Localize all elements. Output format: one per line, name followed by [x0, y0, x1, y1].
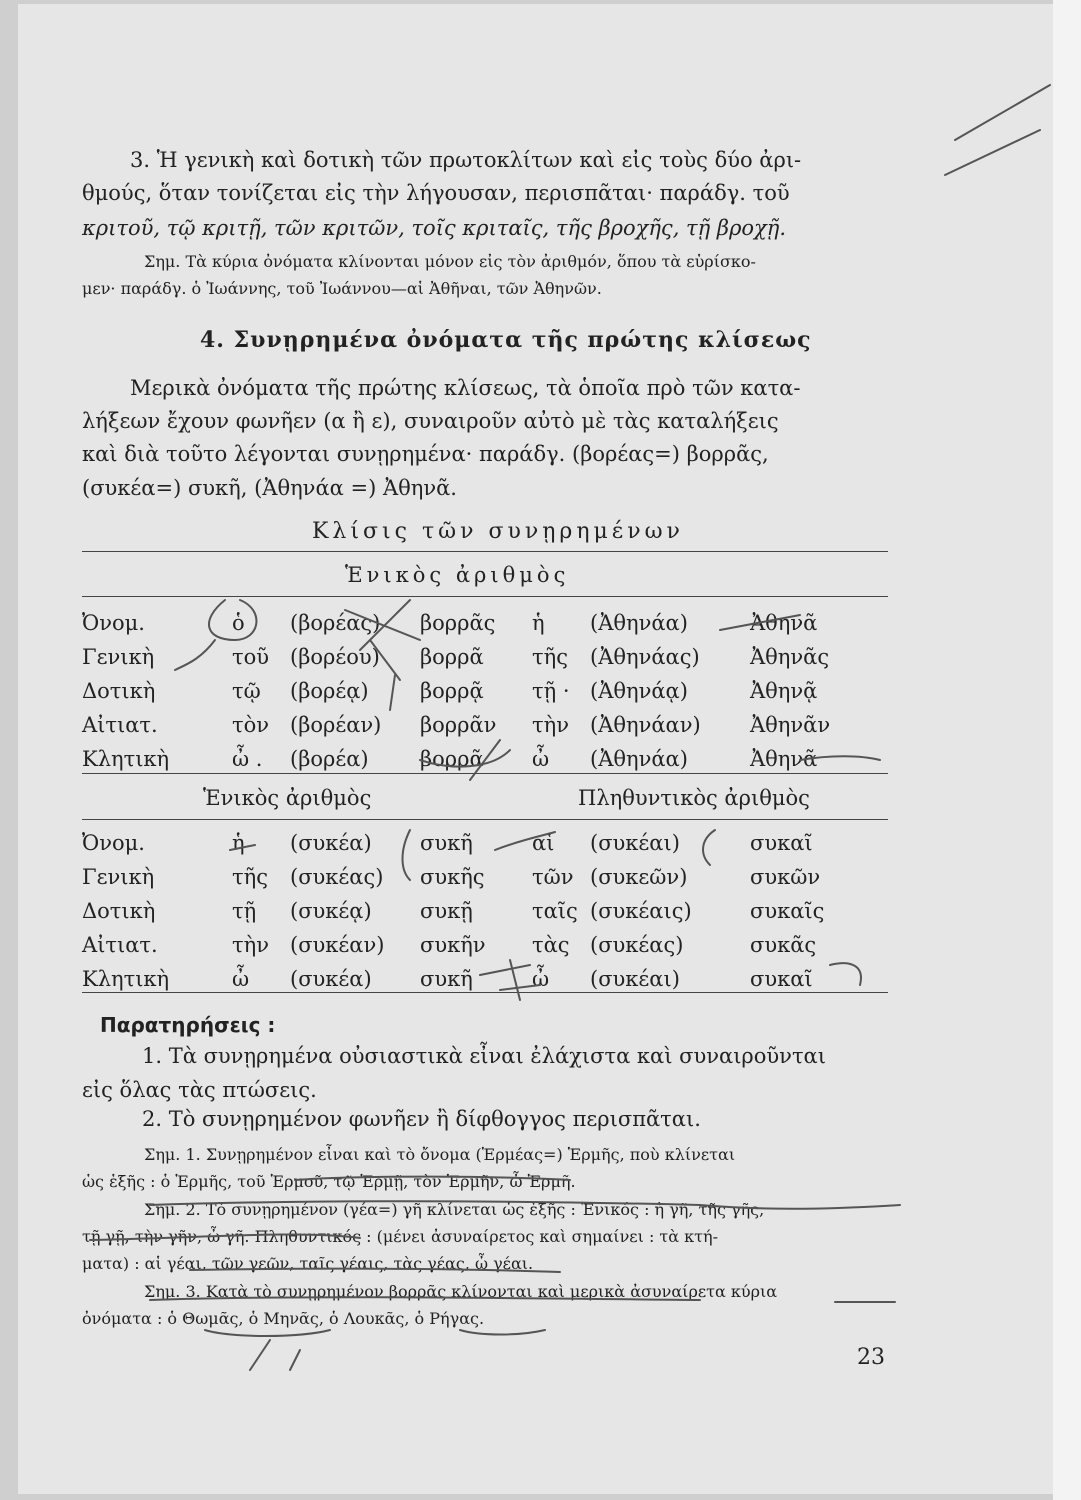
- table-cell: ταῖς: [532, 899, 578, 923]
- table-cell: τὴν: [232, 933, 269, 957]
- table-row: [82, 674, 880, 708]
- table-rule-bottom: [82, 992, 888, 993]
- table-cell: Ἀθηνᾶς: [750, 645, 830, 669]
- section4-line2: λήξεων ἔχουν φωνῆεν (α ἢ ε), συναιροῦν αὐτὸ μὲ τὰς καταλήξεις: [82, 409, 779, 433]
- obs-p2: 2. Τὸ συνῃρημένον φωνῆεν ἢ δίφθογγος περισπᾶται.: [142, 1107, 701, 1131]
- table-header-singular: Ἑνικὸς ἀριθμὸς: [345, 563, 570, 587]
- table-cell: τὴν: [532, 713, 569, 737]
- table-cell: (βορέα): [290, 747, 369, 771]
- note2-line1: Σημ. 2. Τὸ συνῃρημένον (γέα=) γῆ κλίνεται ὡς ἑξῆς : Ἑνικός : ἡ γῆ, τῆς γῆς,: [144, 1200, 765, 1219]
- table-cell: βορρᾶ: [420, 645, 484, 669]
- table-cell: (βορέᾳ): [290, 679, 369, 703]
- observations-title: Παρατηρήσεις :: [100, 1013, 276, 1037]
- table-cell: Γενικὴ: [82, 865, 155, 889]
- table-cell: τῇ ·: [532, 679, 570, 703]
- table-cell: τῇ: [232, 899, 257, 923]
- table-cell: συκῆς: [420, 865, 485, 889]
- table-row: [82, 742, 880, 776]
- table-cell: συκῆ: [420, 831, 473, 855]
- table-cell: (βορέας): [290, 611, 381, 635]
- table-cell: (συκέα): [290, 967, 372, 991]
- table-cell: τοῦ: [232, 645, 270, 669]
- table-cell: Αἰτιατ.: [82, 933, 158, 957]
- table-cell: συκῇ: [420, 899, 473, 923]
- table-cell: τῷ: [232, 679, 261, 703]
- page-number: 23: [857, 1345, 885, 1370]
- table-cell: Ὀνομ.: [82, 611, 145, 635]
- section4-line1: Μερικὰ ὀνόματα τῆς πρώτης κλίσεως, τὰ ὁποῖα πρὸ τῶν κατα-: [130, 376, 801, 400]
- table-cell: Ἀθηνᾶ: [750, 611, 818, 635]
- table-row: [82, 962, 880, 996]
- table-cell: (Ἀθηνάας): [590, 645, 700, 669]
- note2-line2: τῇ γῇ, τὴν γῆν, ὦ γῆ. Πληθυντικός : (μένει ἀσυναίρετος καὶ σημαίνει : τὰ κτή-: [82, 1227, 719, 1246]
- table-cell: ὦ: [232, 967, 250, 991]
- table-cell: Ἀθηνᾶν: [750, 713, 831, 737]
- table-cell: βορρᾷ: [420, 679, 484, 703]
- section4-line4: (συκέα=) συκῆ, (Ἀθηνάα =) Ἀθηνᾶ.: [82, 476, 457, 500]
- table-row: [82, 894, 880, 928]
- table-cell: (συκέας): [590, 933, 684, 957]
- note1-line2: ὡς ἑξῆς : ὁ Ἑρμῆς, τοῦ Ἑρμοῦ, τῷ Ἑρμῇ, τὸν Ἑρμῆν, ὦ Ἑρμῆ.: [82, 1172, 576, 1191]
- note-line1: Σημ. Τὰ κύρια ὀνόματα κλίνονται μόνον εἰς τὸν ἀριθμόν, ὅπου τὰ εὑρίσκο-: [144, 252, 756, 271]
- note3-line1: Σημ. 3. Κατὰ τὸ συνῃρημένον βορρᾶς κλίνονται καὶ μερικὰ ἀσυναίρετα κύρια: [144, 1282, 778, 1301]
- table-caption: Κλίσις τῶν συνῃρημένων: [312, 519, 684, 544]
- table-cell: (συκέαι): [590, 967, 680, 991]
- table-cell: (Ἀθηνάα): [590, 611, 688, 635]
- table-cell: (Ἀθηνάαν): [590, 713, 701, 737]
- table-cell: Ἀθηνᾶ: [750, 747, 818, 771]
- table-header-plural: Πληθυντικὸς ἀριθμὸς: [578, 786, 810, 810]
- table-cell: Κλητικὴ: [82, 967, 170, 991]
- table-cell: συκῆν: [420, 933, 486, 957]
- table-cell: (συκέα): [290, 831, 372, 855]
- section4-line3: καὶ διὰ τοῦτο λέγονται συνῃρημένα· παράδγ. (βορέας=) βορρᾶς,: [82, 442, 769, 466]
- table-cell: (συκέαν): [290, 933, 385, 957]
- obs-p1-line1: 1. Τὰ συνῃρημένα οὐσιαστικὰ εἶναι ἐλάχιστα καὶ συναιροῦνται: [142, 1044, 826, 1068]
- obs-p1-line2: εἰς ὅλας τὰς πτώσεις.: [82, 1078, 317, 1102]
- table-cell: συκῶν: [750, 865, 821, 889]
- page-edge: [1053, 0, 1081, 1500]
- table-cell: τῆς: [232, 865, 268, 889]
- table-cell: Γενικὴ: [82, 645, 155, 669]
- table-rule-header-2: [82, 819, 888, 820]
- table-cell: Δοτικὴ: [82, 899, 156, 923]
- note3-line2: ὀνόματα : ὁ Θωμᾶς, ὁ Μηνᾶς, ὁ Λουκᾶς, ὁ Ρήγας.: [82, 1309, 485, 1328]
- table-cell: ὦ .: [232, 747, 263, 771]
- note-line2: μεν· παράδγ. ὁ Ἰωάννης, τοῦ Ἰωάννου—αἱ Ἀθῆναι, τῶν Ἀθηνῶν.: [82, 279, 602, 298]
- table-cell: (συκέᾳ): [290, 899, 372, 923]
- para3-line2: θμούς, ὅταν τονίζεται εἰς τὴν λήγουσαν, περισπᾶται· παράδγ. τοῦ: [82, 181, 790, 205]
- table-cell: (συκέας): [290, 865, 384, 889]
- para3-line3: κριτοῦ, τῷ κριτῇ, τῶν κριτῶν, τοῖς κριταῖς, τῆς βροχῆς, τῇ βροχῇ.: [82, 216, 787, 240]
- table-cell: (συκέαις): [590, 899, 692, 923]
- table-cell: τῆς: [532, 645, 568, 669]
- table-row: [82, 928, 880, 962]
- table-cell: ὁ: [232, 611, 245, 635]
- table-cell: Δοτικὴ: [82, 679, 156, 703]
- table-cell: τὸν: [232, 713, 270, 737]
- table-header-singular-2: Ἑνικὸς ἀριθμὸς: [203, 786, 372, 810]
- table-rule-top: [82, 551, 888, 552]
- table-row: [82, 826, 880, 860]
- table-cell: (Ἀθηνάα): [590, 747, 688, 771]
- table-row: [82, 860, 880, 894]
- declension-table-1: [82, 606, 880, 776]
- para3-line1: 3. Ἡ γενικὴ καὶ δοτικὴ τῶν πρωτοκλίτων καὶ εἰς τοὺς δύο ἀρι-: [130, 148, 802, 172]
- table-cell: Ὀνομ.: [82, 831, 145, 855]
- table-cell: συκαῖ: [750, 831, 813, 855]
- table-cell: Κλητικὴ: [82, 747, 170, 771]
- table-cell: συκῆ: [420, 967, 473, 991]
- table-cell: ἡ: [232, 831, 245, 855]
- table-rule-mid: [82, 773, 888, 774]
- table-cell: βορρᾶ: [420, 747, 484, 771]
- table-cell: Ἀθηνᾷ: [750, 679, 818, 703]
- table-cell: ὦ: [532, 967, 550, 991]
- note1-line1: Σημ. 1. Συνῃρημένον εἶναι καὶ τὸ ὄνομα (Ἑρμέας=) Ἑρμῆς, ποὺ κλίνεται: [144, 1145, 736, 1164]
- table-cell: (συκέαι): [590, 831, 680, 855]
- table-cell: (συκεῶν): [590, 865, 688, 889]
- note2-line3: ματα) : αἱ γέαι, τῶν γεῶν, ταῖς γέαις, τὰς γέας, ὦ γέαι.: [82, 1254, 534, 1273]
- section-title: 4. Συνῃρημένα ὀνόματα τῆς πρώτης κλίσεως: [200, 327, 812, 353]
- table-cell: συκαῖς: [750, 899, 825, 923]
- table-row: [82, 708, 880, 742]
- table-cell: ὦ: [532, 747, 550, 771]
- table-cell: τὰς: [532, 933, 570, 957]
- table-row: [82, 640, 880, 674]
- table-cell: ἡ: [532, 611, 545, 635]
- declension-table-2: [82, 826, 880, 996]
- table-cell: (βορέαν): [290, 713, 382, 737]
- table-cell: (βορέου): [290, 645, 380, 669]
- table-row: [82, 606, 880, 640]
- table-cell: συκαῖ: [750, 967, 813, 991]
- table-rule-header: [82, 596, 888, 597]
- table-cell: συκᾶς: [750, 933, 817, 957]
- table-cell: Αἰτιατ.: [82, 713, 158, 737]
- table-cell: βορρᾶν: [420, 713, 497, 737]
- table-cell: βορρᾶς: [420, 611, 496, 635]
- table-cell: (Ἀθηνάᾳ): [590, 679, 688, 703]
- table-cell: αἱ: [532, 831, 555, 855]
- table-cell: τῶν: [532, 865, 574, 889]
